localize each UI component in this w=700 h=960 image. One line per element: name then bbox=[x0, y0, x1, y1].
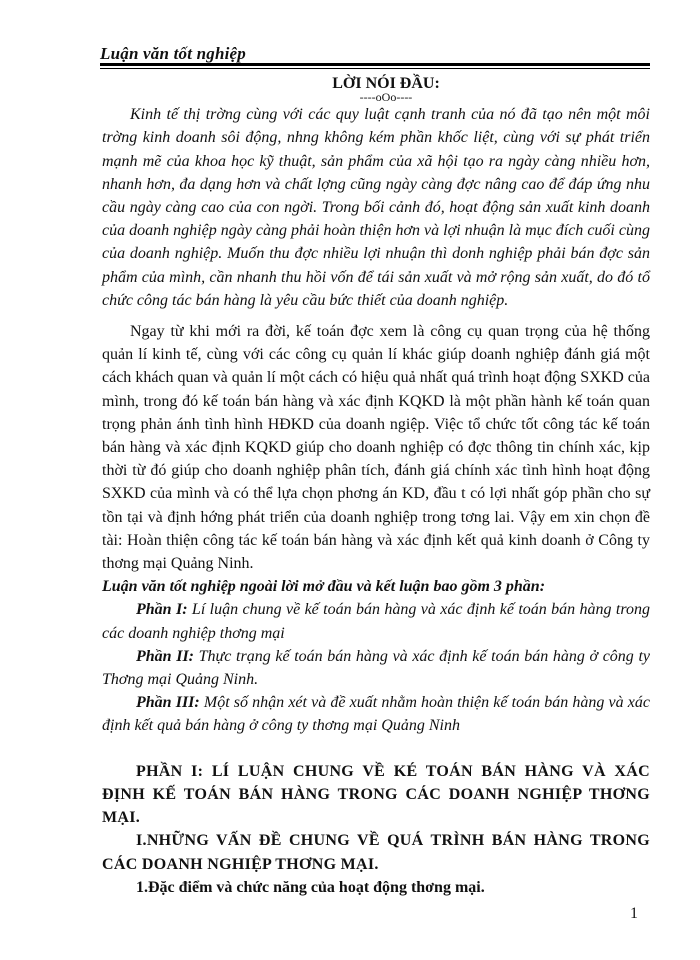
preface-title: LỜI NÓI ĐẦU: bbox=[332, 75, 440, 92]
preface-paragraph-2: Ngay từ khi mới ra đời, kế toán đợc xem là công cụ quan trọng của hệ thống quản lí kinh tế, cùng với các công cụ quản lí khác giúp doanh nghiệp đánh giá một cách khách quan và quản lí một cách có hiệu quả nhất quá trình hoạt động SXKD của mình, trong đó kế toán bán hàng và xác định KQKD là một phần hành kế toán quan trọng phản ánh tình hình HĐKD của doanh ngiệp. Việc tổ chức tốt công tác kế toán bán hàng và xác định KQKD giúp cho doanh nghiệp có đợc thông tin chính xác, kịp thời từ đó giúp cho doanh nghiệp phân tích, đánh giá chính xác tình hình hoạt động SXKD của mình và có thể lựa chọn phơng án KD, đầu t có lợi nhất góp phần cho sự tồn tại và định hớng phát triển của doanh nghiệp trong tơng lai. Vậy em xin chọn đề tài: Hoàn thiện công tác kế toán bán hàng và xác định kết quả kinh doanh ở Công ty thơng mại Quảng Ninh. bbox=[102, 323, 650, 573]
part-1-label: Phần I: bbox=[136, 601, 188, 619]
part-2-label: Phần II: bbox=[136, 647, 194, 665]
part-3-label: Phần III: bbox=[136, 694, 200, 712]
part-1-item bbox=[102, 598, 650, 644]
part-3-item bbox=[102, 691, 650, 737]
header-rule-thick bbox=[100, 63, 650, 66]
document-body bbox=[102, 72, 650, 899]
running-header: Luận văn tốt nghiệp bbox=[100, 44, 246, 63]
section-heading-chapter-1: I.NHỮNG VẤN ĐỀ CHUNG VỀ QUÁ TRÌNH BÁN HÀNG TRONG CÁC DOANH NGHIỆP THƠNG MẠI. bbox=[102, 832, 650, 873]
section-heading-1-1: 1.Đặc điểm và chức năng của hoạt động thơng mại. bbox=[136, 878, 485, 896]
preface-paragraph-1: Kinh tế thị trờng cùng với các quy luật cạnh tranh của nó đã tạo nên một môi trờng kinh doanh sôi động, nhng không kém phần khốc liệt, cùng với sự phát triển mạnh mẽ của khoa học kỹ thuật, sản phẩm của xã hội tạo ra ngày càng nhiều hơn, nhanh hơn, đa dạng hơn và chất lợng cũng ngày càng đợc nâng cao để đáp ứng nhu cầu ngày càng cao của con ngời. Trong bối cảnh đó, hoạt động sản xuất kinh doanh của doanh nghiệp ngày càng phải hoàn thiện hơn và lợi nhuận là mục đích cuối cùng của doanh nghiệp. Muốn thu đợc nhiều lợi nhuận thì donh nghiệp phải bán đợc sản phẩm của mình, cần nhanh thu hồi vốn để tái sản xuất và mở rộng sản xuất, do đó tổ chức công tác bán hàng là yêu cầu bức thiết của doanh nghiệp. bbox=[102, 106, 650, 309]
preface-divider: ----oOo---- bbox=[359, 90, 413, 105]
part-2-item bbox=[102, 645, 650, 691]
structure-intro: Luận văn tốt nghiệp ngoài lời mở đầu và kết luận bao gồm 3 phần: bbox=[102, 578, 546, 596]
section-heading-part-1: PHẦN I: LÍ LUẬN CHUNG VỀ KÉ TOÁN BÁN HÀNG VÀ XÁC ĐỊNH KẾ TOÁN BÁN HÀNG TRONG CÁC DOANH NGHIỆP THƠNG MẠI. bbox=[102, 762, 650, 827]
part-3-text: Một số nhận xét và đề xuất nhằm hoàn thiện kế toán bán hàng và xác định kết quả bán hàng ở công ty thơng mại Quảng Ninh bbox=[102, 694, 651, 735]
header-rule-thin bbox=[100, 68, 650, 69]
part-1-text: Lí luận chung về kế toán bán hàng và xác định kế toán bán hàng trong các doanh nghiệp thơng mại bbox=[102, 601, 651, 642]
part-2-text: Thực trạng kế toán bán hàng và xác định kế toán bán hàng ở công ty Thơng mại Quảng Ninh. bbox=[102, 647, 650, 689]
page-number: 1 bbox=[630, 905, 638, 922]
